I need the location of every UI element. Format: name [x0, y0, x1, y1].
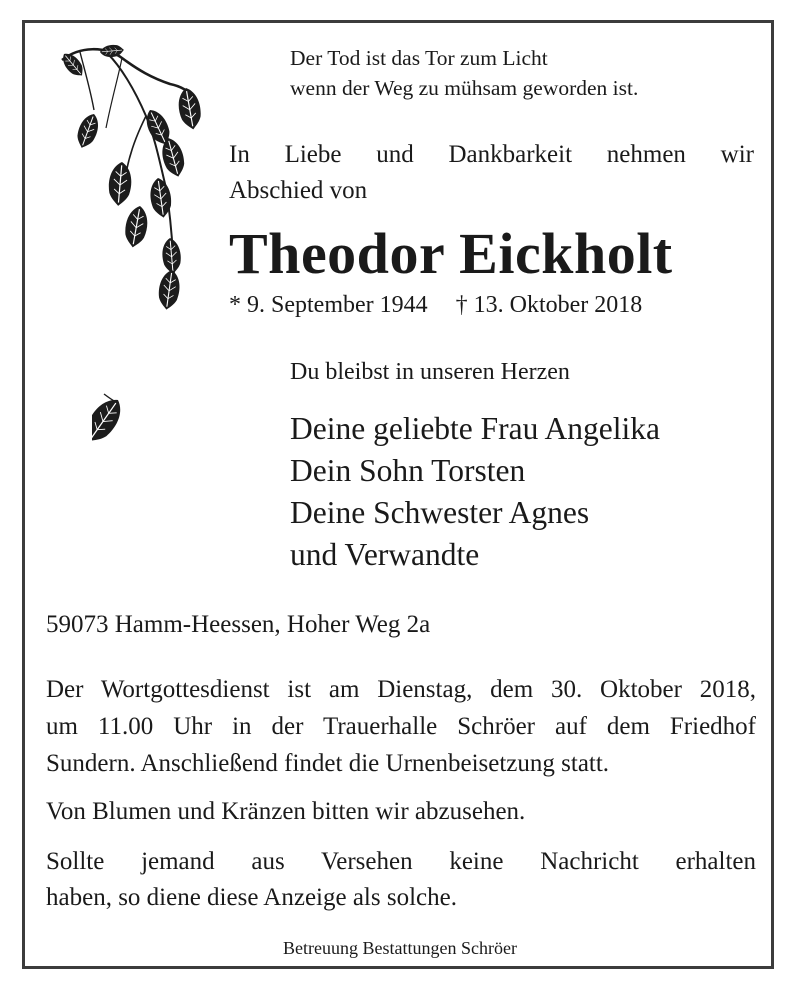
mourner-relatives: und Verwandte: [290, 537, 480, 572]
intro-line-1: In Liebe und Dankbarkeit nehmen wir: [229, 141, 754, 168]
service-line-2: um 11.00 Uhr in der Trauerhalle Schröer auf dem Friedhof: [46, 713, 756, 740]
service-line-3: Sundern. Anschließend findet die Urnenbeisetzung statt.: [46, 750, 610, 777]
mourner-wife: Deine geliebte Frau Angelika: [290, 411, 661, 446]
flowers-note: Von Blumen und Kränzen bitten wir abzusehen.: [46, 798, 526, 825]
notice-note-line-1: Sollte jemand aus Versehen keine Nachricht erhalten: [46, 848, 756, 875]
notice-note-line-2: haben, so diene diese Anzeige als solche.: [46, 884, 457, 911]
death-date: † 13. Oktober 2018: [455, 292, 643, 318]
quote-line-2: wenn der Weg zu mühsam geworden ist.: [290, 76, 639, 100]
life-dates: [229, 293, 642, 317]
mourner-son: Dein Sohn Torsten: [290, 453, 526, 488]
undertaker-credit: Betreuung Bestattungen Schröer: [283, 938, 517, 958]
birth-date: * 9. September 1944: [229, 292, 428, 318]
birch-branch-icon: [60, 38, 210, 318]
falling-leaf-icon: [92, 392, 138, 462]
quote-line-1: Der Tod ist das Tor zum Licht: [290, 46, 548, 70]
address: 59073 Hamm-Heessen, Hoher Weg 2a: [46, 611, 431, 638]
intro-line-2: Abschied von: [229, 177, 368, 204]
service-line-1: Der Wortgottesdienst ist am Dienstag, dem 30. Oktober 2018,: [46, 676, 756, 703]
deceased-name: Theodor Eickholt: [229, 221, 673, 286]
mourner-sister: Deine Schwester Agnes: [290, 495, 590, 530]
dedication-line: Du bleibst in unseren Herzen: [290, 359, 570, 385]
